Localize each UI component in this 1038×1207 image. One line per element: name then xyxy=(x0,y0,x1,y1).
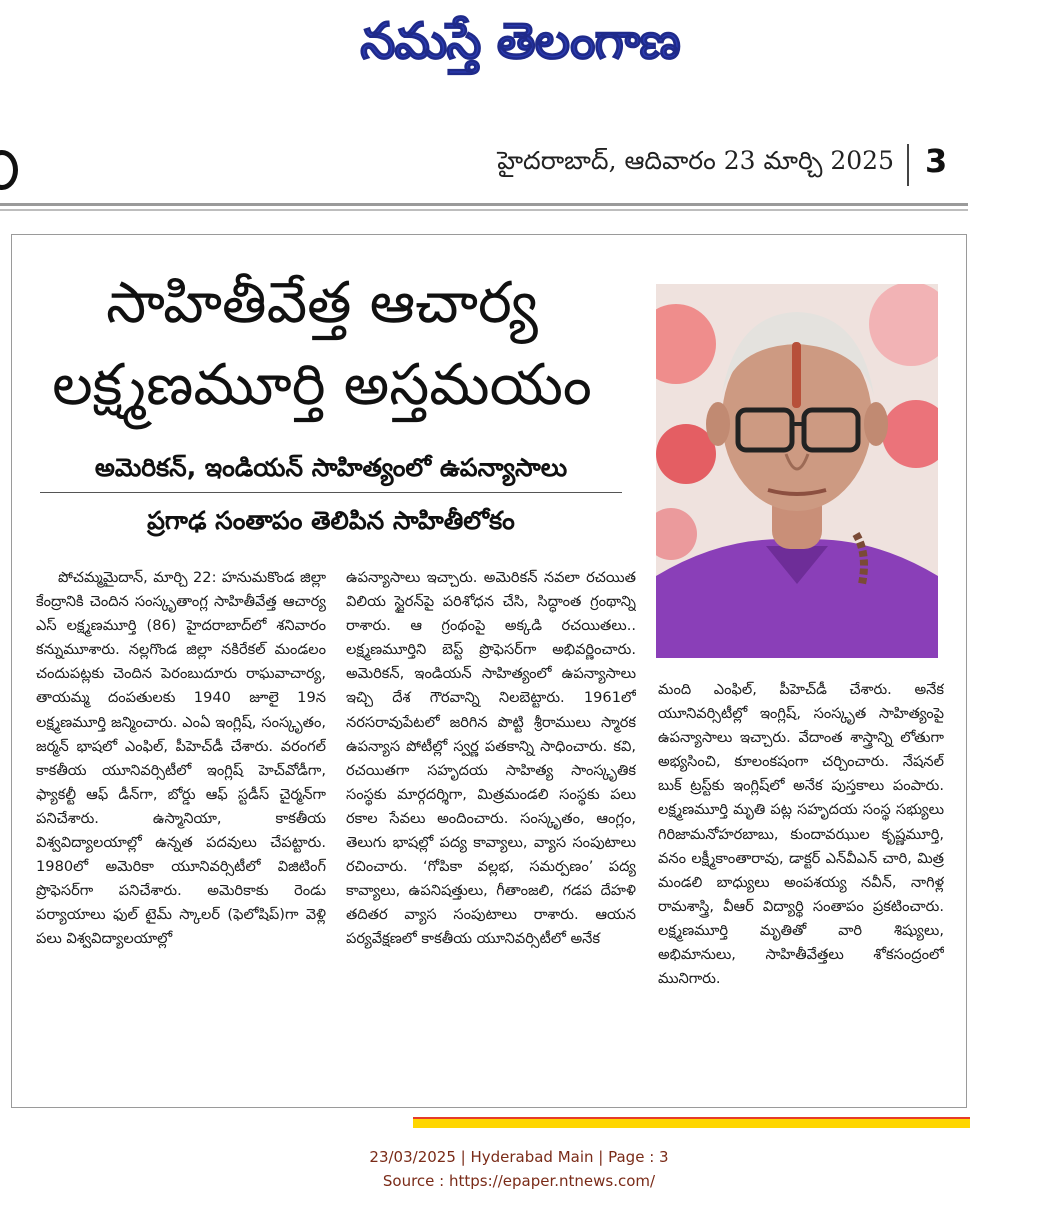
footer-source-link[interactable]: Source : https://epaper.ntnews.com/ xyxy=(382,1172,656,1190)
masthead-logo: నమస్తే తెలంగాణ xyxy=(360,12,680,70)
article-column-2: ఉపన్యాసాలు ఇచ్చారు. అమెరికన్‌ నవలా రచయిత విలియ స్టైరన్‌పై పరిశోధన చేసి, సిద్ధాంత గ్రంథాన్ని రాశారు. ఆ గ్రంథంపై అక్కడి రచయితలు.. లక్ష్మణమూర్తిని బెస్ట్‌ ప్రొఫెసర్‌గా అభివర్ణించారు. అమెరికన్‌, ఇండియన్‌ సాహిత్యంలో ఉపన్యాసాలు ఇచ్చి దేశ గౌరవాన్ని నిలబెట్టారు. 1961లో నరసరావుపేటలో జరిగిన పొట్టి శ్రీరాములు స్మారక ఉపన్యాస పోటీల్లో స్వర్ణ పతకాన్ని సాధించారు. కవి, రచయితగా సహృదయ సాహిత్య సాంస్కృతిక సంస్థకు మార్గదర్శిగా, మిత్రమండలి సంస్థకు పలు రకాల సేవలు అందించారు. సంస్కృతం, ఆంగ్లం, తెలుగు భాషల్లో పద్య కావ్యాలు, వ్యాస సంపుటాలు రచించారు. ‘గోపికా వల్లభ, సమర్పణం’ పద్య కావ్యాలు, ఉపనిషత్తులు, గీతాంజలి, గడప దేహళి తదితర వ్యాస సంపుటాలు రాశారు. ఆయన పర్యవేక్షణలో కాకతీయ యూనివర్సిటీలో అనేక xyxy=(346,569,636,948)
page-footer xyxy=(0,1145,1038,1193)
article-kicker-2: ప్రగాఢ సంతాపం తెలిపిన సాహితీలోకం xyxy=(147,506,515,535)
headline-line-2: లక్ష్మణమూర్తి అస్తమయం xyxy=(52,352,592,418)
footer-edition-info: 23/03/2025 | Hyderabad Main | Page : 3 xyxy=(369,1148,669,1166)
dateline-divider xyxy=(907,144,909,186)
header-rule-secondary xyxy=(0,209,968,211)
portrait-photo xyxy=(656,284,938,658)
article-column-1: పోచమ్మమైదాన్‌, మార్చి 22: హనుమకొండ జిల్లా కేంద్రానికి చెందిన సంస్కృతాంగ్ల సాహితీవేత్త ఆచార్య ఎస్‌ లక్ష్మణమూర్తి (86) హైదరాబాద్‌లో శనివారం కన్నుమూశారు. నల్లగొండ జిల్లా నకిరేకల్‌ మండలం చందుపట్లకు చెందిన పెరంబుదూరు రాఘవాచార్య, తాయమ్మ దంపతులకు 1940 జూలై 19న లక్ష్మణమూర్తి జన్మించారు. ఎంఏ ఇంగ్లిష్‌, సంస్కృతం, జర్మన్‌ భాషలో ఎంఫిల్‌, పీహెచ్‌డీ చేశారు. వరంగల్‌ కాకతీయ యూనివర్సిటీలో ఇంగ్లిష్‌ హెచ్‌వోడీగా, ఫ్యాకల్టీ ఆఫ్‌ డీన్‌గా, బోర్డు ఆఫ్‌ స్టడీస్‌ చైర్మన్‌గా పనిచేశారు. ఉస్మానియా, కాకతీయ విశ్వవిద్యాలయాల్లో ఉన్నత పదవులు చేపట్టారు. 1980లో అమెరికా యూనివర్సిటీలో విజిటింగ్‌ ప్రొఫెసర్‌గా పనిచేశారు. అమెరికాకు రెండు పర్యాయాలు ఫుల్‌ టైమ్‌ స్కాలర్‌ (ఫెలోషిప్‌)గా వెళ్లి పలు విశ్వవిద్యాలయాల్లో xyxy=(36,569,326,948)
header-rule xyxy=(0,203,968,206)
article-headline xyxy=(14,262,630,426)
edge-cropped-mark xyxy=(0,150,18,190)
dateline: హైదరాబాద్‌, ఆదివారం 23 మార్చి 2025 xyxy=(497,146,894,175)
advertisement-strip xyxy=(413,1117,970,1128)
article-kicker-1: అమెరికన్‌, ఇండియన్‌ సాహిత్యంలో ఉపన్యాసాలు xyxy=(94,453,568,482)
kicker-divider xyxy=(40,492,622,493)
page-number: 3 xyxy=(925,142,948,180)
headline-line-1: సాహితీవేత్త ఆచార్య xyxy=(106,270,538,336)
article-column-3: మంది ఎంఫిల్‌, పీహెచ్‌డీ చేశారు. అనేక యూనివర్సిటీల్లో ఇంగ్లిష్‌, సంస్కృత సాహిత్యంపై ఉపన్యాసాలు ఇచ్చారు. వేదాంత శాస్త్రాన్ని లోతుగా అభ్యసించి, కూలంకషంగా చర్చించారు. నేషనల్‌ బుక్‌ ట్రస్ట్‌కు ఇంగ్లిష్‌లో అనేక పుస్తకాలు పంపారు. లక్ష్మణమూర్తి మృతి పట్ల సహృదయ సంస్థ సభ్యులు గిరిజామనోహరబాబు, కుందావఝుల కృష్ణమూర్తి, వనం లక్ష్మీకాంతారావు, డాక్టర్‌ ఎన్‌వీఎన్‌ చారి, మిత్ర మండలి బాధ్యులు అంపశయ్య నవీన్‌, నాగిళ్ల రామశాస్త్రి, వీఆర్‌ విద్యార్థి సంతాపం ప్రకటించారు. లక్ష్మణమూర్తి మృతితో వారి శిష్యులు, అభిమానులు, సాహితీవేత్తలు శోకసంద్రంలో మునిగారు. xyxy=(658,681,944,988)
